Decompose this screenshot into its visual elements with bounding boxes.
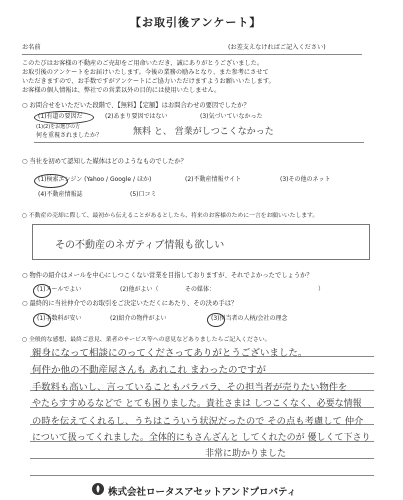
q2-option-2: (2)不動産情報サイト bbox=[185, 176, 242, 183]
q4-close-paren: ） bbox=[318, 286, 325, 293]
q4-option-1: (1)メールでよい bbox=[37, 286, 82, 293]
name-underline bbox=[22, 54, 362, 55]
q6-rule-8 bbox=[30, 475, 374, 476]
q5-option-2: (2)紹介の物件がよい bbox=[110, 315, 167, 322]
intro-line-3: いただきますので、お手数ですがアンケートにご協力いただけますようお願いいたします。 bbox=[22, 78, 275, 85]
q1-option-2: (2)あまり要因ではない bbox=[105, 113, 168, 120]
q6-line-2: 何件か他の不動産屋さんも あれこれ まわったのですが bbox=[32, 365, 266, 376]
intro-line-4: お客様の個人情報は、弊社での営業以外の目的には使用いたしません。 bbox=[22, 87, 221, 94]
intro-line-1: このたびはお客様の不動産のご売却をご用命いただき、誠にありがとうございました。 bbox=[22, 60, 264, 67]
q6-rule-7 bbox=[30, 458, 374, 459]
q1-sub: (1)(2)をお選びの方 bbox=[36, 124, 81, 130]
q5-question: ○ 最終的に当社仲介でのお取引をご決定いただくにあたり、その決め手は？ bbox=[22, 300, 238, 307]
q6-line-4: やたらすすめるなどで とても困りました。貴社さまは しつこくなく、必要な情報 bbox=[32, 399, 362, 409]
q2-option-1: (1)検索エンジン (Yahoo / Google / ほか) bbox=[38, 176, 152, 183]
company-name: 株式会社ロータスアセットアンドプロパティ bbox=[108, 487, 297, 498]
q4-question: ○ 物件の紹介はメールを中心にしつこくない営業を目指しておりますが、それでよかったでしょうか？ bbox=[22, 272, 313, 279]
q1-option-3: (3)気づいていなかった bbox=[200, 113, 263, 120]
q1-question: ○ お問合せをいただいた段階で、【無料】【定額】はお問合わせの要因でしたか？ bbox=[22, 102, 250, 109]
q4-option-2: (2)他がよい（ bbox=[120, 286, 159, 293]
q6-line-6: について扱ってくれました。全体的にもさんざんと してくれたのが 優しくて下さり bbox=[32, 433, 371, 443]
name-label: お名前 bbox=[22, 44, 41, 51]
q3-question: ○ 不動産の売却に際して、最初から伝えることがあるとしたら、将来のお客様のために一言をお願いいたします。 bbox=[22, 213, 319, 219]
q2-option-5: (5)口コミ bbox=[130, 191, 157, 198]
q6-question: ○ 全般的な感想、最終ご意見、業者のサービス等への意見などありましたらご記入ください。 bbox=[22, 337, 271, 343]
form-title: 【お取引後アンケート】 bbox=[130, 16, 262, 29]
q1-answer-line bbox=[34, 142, 364, 143]
q1-sub2: 何を重視されましたか？ bbox=[36, 132, 103, 139]
q2-question: ○ 当社を初めて認知した媒体はどのようなものでしたか？ bbox=[22, 158, 187, 165]
q1-option-1: (1)有道の要因だ bbox=[38, 113, 83, 120]
intro-line-2: お取引後のアンケートをお届けいたします。今後の業務の励みとなり、また参考にさせて bbox=[22, 69, 269, 76]
q6-line-5: の時を伝えてくれるし、うちはこういう状況だったので その点も考慮して 仲介 bbox=[32, 416, 364, 427]
q1-handwritten-answer: 無料 と、 営業がしつこくなかった bbox=[133, 127, 274, 137]
q2-option-4: (4)不動産情報誌 bbox=[38, 191, 83, 198]
q2-option-3: (3)その他のネット bbox=[280, 176, 331, 183]
q6-line-1: 親身になって相談にのってくださってありがとうございました。 bbox=[32, 348, 308, 359]
name-note: (お差支えなければご記入ください) bbox=[228, 44, 326, 51]
q6-line-7: 非常に助かりました bbox=[205, 449, 287, 459]
company-logo-icon bbox=[92, 483, 104, 495]
q4-media-label: その媒体： bbox=[185, 286, 216, 293]
q5-option-3: (3)担当者の人柄/会社の理念 bbox=[211, 315, 288, 322]
q6-line-3: 手数料も高いし、言っていることもバラバラ、その担当者が売りたい物件を bbox=[32, 382, 348, 393]
q3-handwritten-answer: その不動産のネガティブ情報も欲しい bbox=[55, 240, 225, 251]
q5-option-1: (1)手数料が安い bbox=[37, 315, 82, 322]
